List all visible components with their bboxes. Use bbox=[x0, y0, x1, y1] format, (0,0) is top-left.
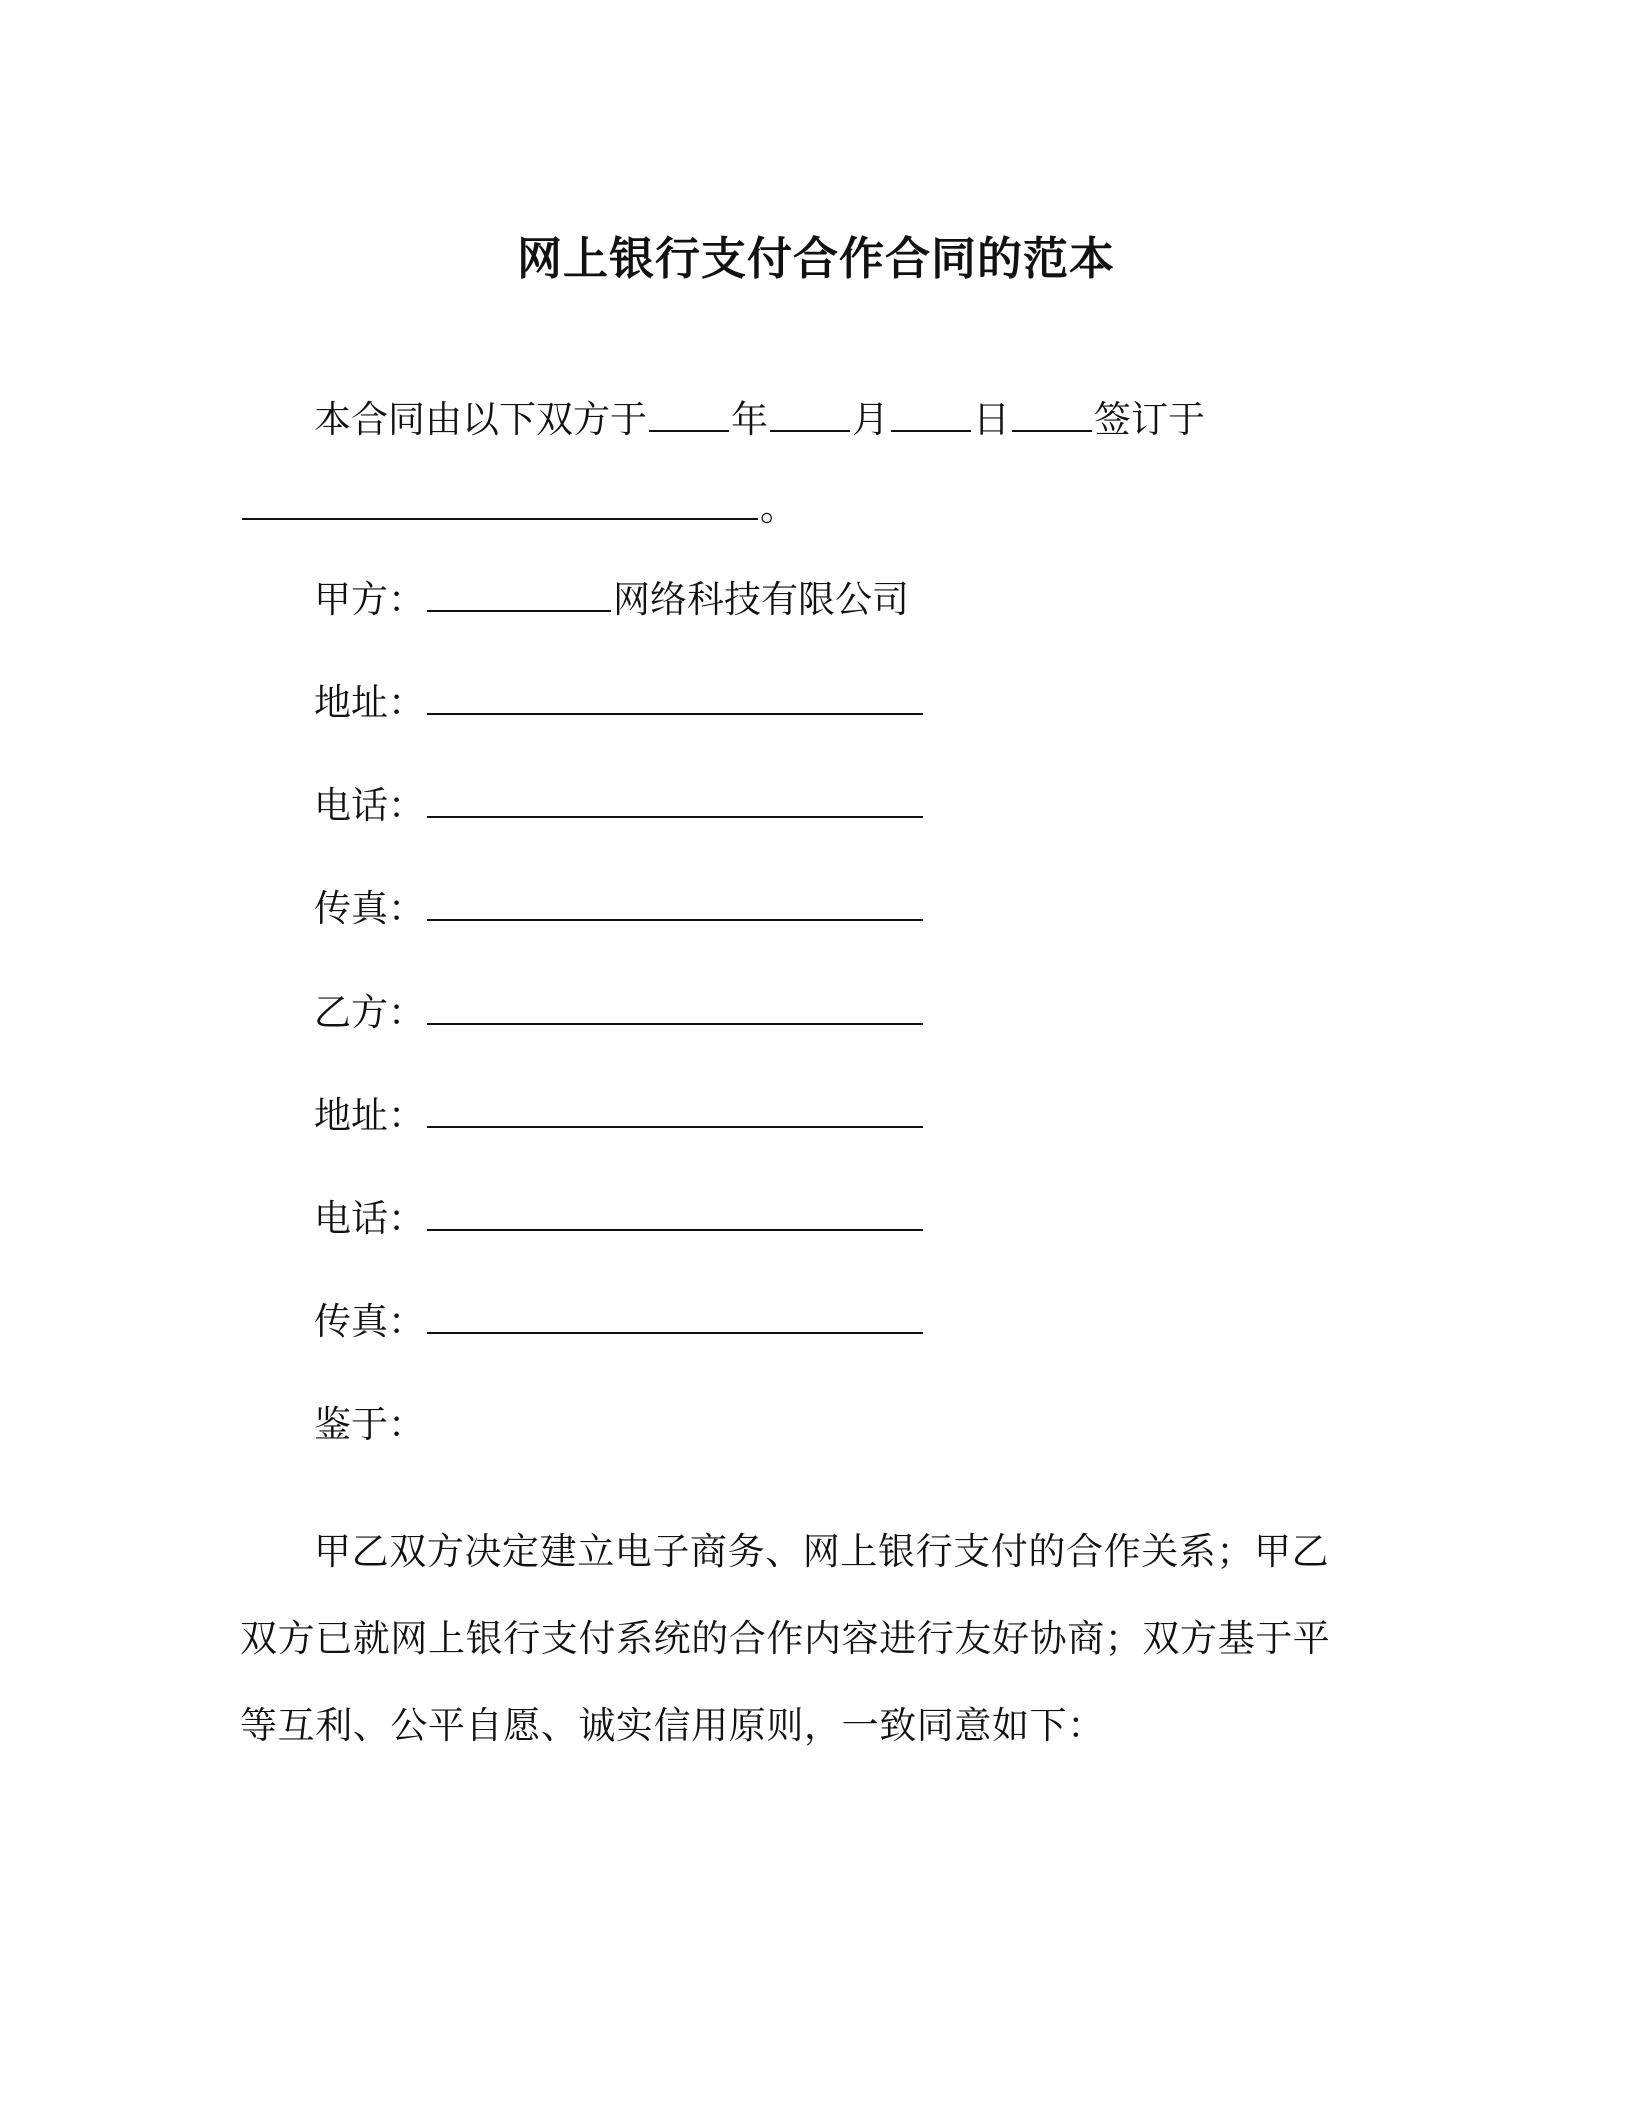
party-b-fax-label: 传真： bbox=[314, 1300, 425, 1343]
party-a-phone-blank[interactable] bbox=[427, 786, 923, 818]
party-a-address-line bbox=[314, 681, 925, 724]
party-a-label: 甲方： bbox=[314, 578, 425, 621]
day-blank[interactable] bbox=[891, 400, 971, 432]
year-label: 年 bbox=[731, 398, 768, 441]
party-a-fax-label: 传真： bbox=[314, 887, 425, 930]
day-label: 日 bbox=[973, 398, 1010, 441]
party-b-label: 乙方： bbox=[314, 991, 425, 1034]
party-b-address-label: 地址： bbox=[314, 1094, 425, 1137]
signing-place-blank[interactable] bbox=[242, 488, 758, 520]
party-a-line bbox=[314, 578, 909, 621]
party-b-address-blank[interactable] bbox=[427, 1096, 923, 1128]
intro-text: 本合同由以下双方于 bbox=[314, 398, 647, 441]
party-b-phone-blank[interactable] bbox=[427, 1199, 923, 1231]
party-b-name-blank[interactable] bbox=[427, 993, 923, 1025]
party-a-fax-blank[interactable] bbox=[427, 889, 923, 921]
party-b-address-line bbox=[314, 1094, 925, 1137]
signing-place-line bbox=[240, 486, 797, 529]
party-a-name-blank[interactable] bbox=[427, 580, 611, 612]
whereas-label: 鉴于： bbox=[314, 1403, 425, 1446]
party-a-suffix: 网络科技有限公司 bbox=[613, 578, 909, 621]
intro-line bbox=[314, 398, 1205, 441]
party-b-phone-label: 电话： bbox=[314, 1197, 425, 1240]
party-a-fax-line bbox=[314, 887, 925, 930]
party-b-line bbox=[314, 991, 925, 1034]
party-a-phone-line bbox=[314, 784, 925, 827]
party-a-address-label: 地址： bbox=[314, 681, 425, 724]
party-b-fax-blank[interactable] bbox=[427, 1302, 923, 1334]
document-title: 网上银行支付合作合同的范本 bbox=[516, 232, 1115, 285]
party-a-address-blank[interactable] bbox=[427, 683, 923, 715]
signed-at-label: 签订于 bbox=[1094, 398, 1205, 441]
year-blank[interactable] bbox=[649, 400, 729, 432]
month-label: 月 bbox=[852, 398, 889, 441]
month-blank[interactable] bbox=[770, 400, 850, 432]
party-a-phone-label: 电话： bbox=[314, 784, 425, 827]
party-b-phone-line bbox=[314, 1197, 925, 1240]
intro-end: 。 bbox=[760, 486, 797, 529]
whereas-paragraph: 甲乙双方决定建立电子商务、网上银行支付的合作关系；甲乙双方已就网上银行支付系统的合作内容进行友好协商；双方基于平等互利、公平自愿、诚实信用原则，一致同意如下： bbox=[240, 1530, 1331, 1747]
party-b-fax-line bbox=[314, 1300, 925, 1343]
place-prefix-blank[interactable] bbox=[1012, 400, 1092, 432]
